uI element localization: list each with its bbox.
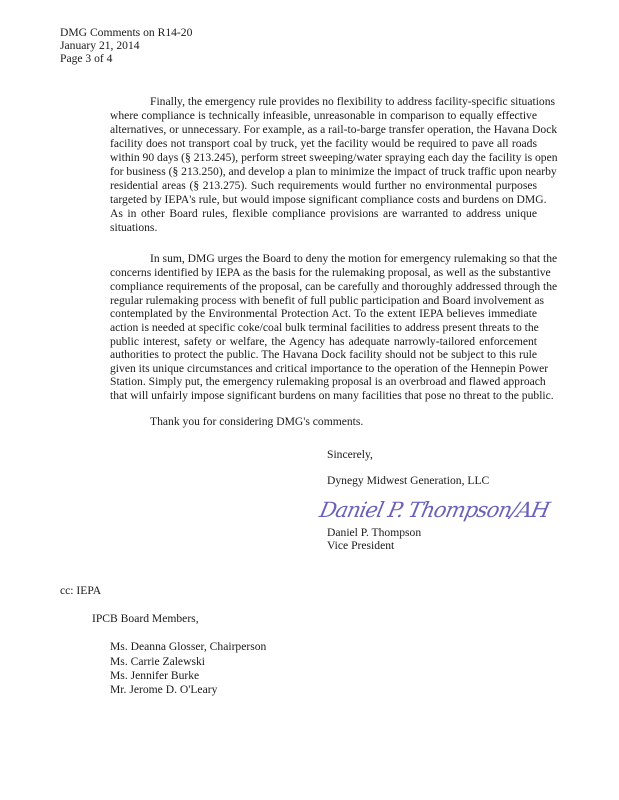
cc-label: cc: IEPA	[60, 584, 102, 597]
header-page: Page 3 of 4	[60, 52, 113, 65]
salutation: Sincerely,	[327, 448, 373, 461]
body-line: residential areas (§ 213.275). Such requirements would further no environmental purposes	[110, 179, 537, 192]
body-line: As in other Board rules, flexible compliance provisions are warranted to address unique	[110, 207, 537, 220]
body-line: regular rulemaking process with benefit of full public participation and Board involvement as	[110, 294, 544, 307]
body-line: facility does not transport coal by truck, yet the facility would be required to pave all roads	[110, 137, 537, 150]
body-line: Station. Simply put, the emergency rulemaking proposal is an overbroad and flawed approach	[110, 375, 546, 388]
company-name: Dynegy Midwest Generation, LLC	[327, 474, 490, 487]
thanks-line: Thank you for considering DMG's comments.	[150, 415, 364, 428]
cc-member: Mr. Jerome D. O'Leary	[110, 683, 218, 696]
signer-name: Daniel P. Thompson	[327, 526, 422, 539]
body-line: within 90 days (§ 213.245), perform street sweeping/water spraying each day the facility is open	[110, 151, 558, 164]
header-date: January 21, 2014	[60, 39, 140, 52]
handwritten-signature: Daniel P. Thompson/AH	[317, 498, 552, 522]
body-line: where compliance is technically infeasible, unreasonable in comparison to equally effective	[110, 109, 537, 122]
body-line: compliance requirements of the proposal, can be carefully and thoroughly addressed through the	[110, 280, 558, 293]
body-line: given its unique circumstances and critical importance to the operation of the Hennepin Power	[110, 362, 549, 375]
body-line: situations.	[110, 221, 158, 234]
body-line: contemplated by the Environmental Protection Act. To the extent IEPA believes immediate	[110, 307, 537, 320]
cc-member: Ms. Jennifer Burke	[110, 669, 200, 682]
header-title: DMG Comments on R14-20	[60, 26, 193, 39]
body-line: for business (§ 213.250), and develop a plan to minimize the impact of truck traffic upon nearby	[110, 165, 557, 178]
body-line: action is needed at specific coke/coal bulk terminal facilities to address present threats to the	[110, 321, 539, 334]
cc-member: Ms. Deanna Glosser, Chairperson	[110, 640, 267, 653]
body-line: Finally, the emergency rule provides no flexibility to address facility-specific situations	[150, 95, 556, 108]
body-line: that will unfairly impose significant burdens on many facilities that pose no threat to the public.	[110, 389, 554, 402]
body-line: public interest, safety or welfare, the Agency has adequate narrowly-tailored enforcement	[110, 335, 537, 348]
body-line: authorities to protect the public. The Havana Dock facility should not be subject to this rule	[110, 348, 537, 361]
body-line: targeted by IEPA's rule, but would impose significant compliance costs and burdens on DMG.	[110, 193, 547, 206]
body-line: alternatives, or unnecessary. For example, as a rail-to-barge transfer operation, the Havana Dock	[110, 123, 558, 136]
signer-title: Vice President	[327, 539, 395, 552]
cc-member: Ms. Carrie Zalewski	[110, 655, 205, 668]
body-line: In sum, DMG urges the Board to deny the motion for emergency rulemaking so that the	[150, 252, 558, 265]
cc-group: IPCB Board Members,	[92, 612, 199, 625]
body-line: concerns identified by IEPA as the basis for the rulemaking proposal, as well as the substantive	[110, 266, 551, 279]
